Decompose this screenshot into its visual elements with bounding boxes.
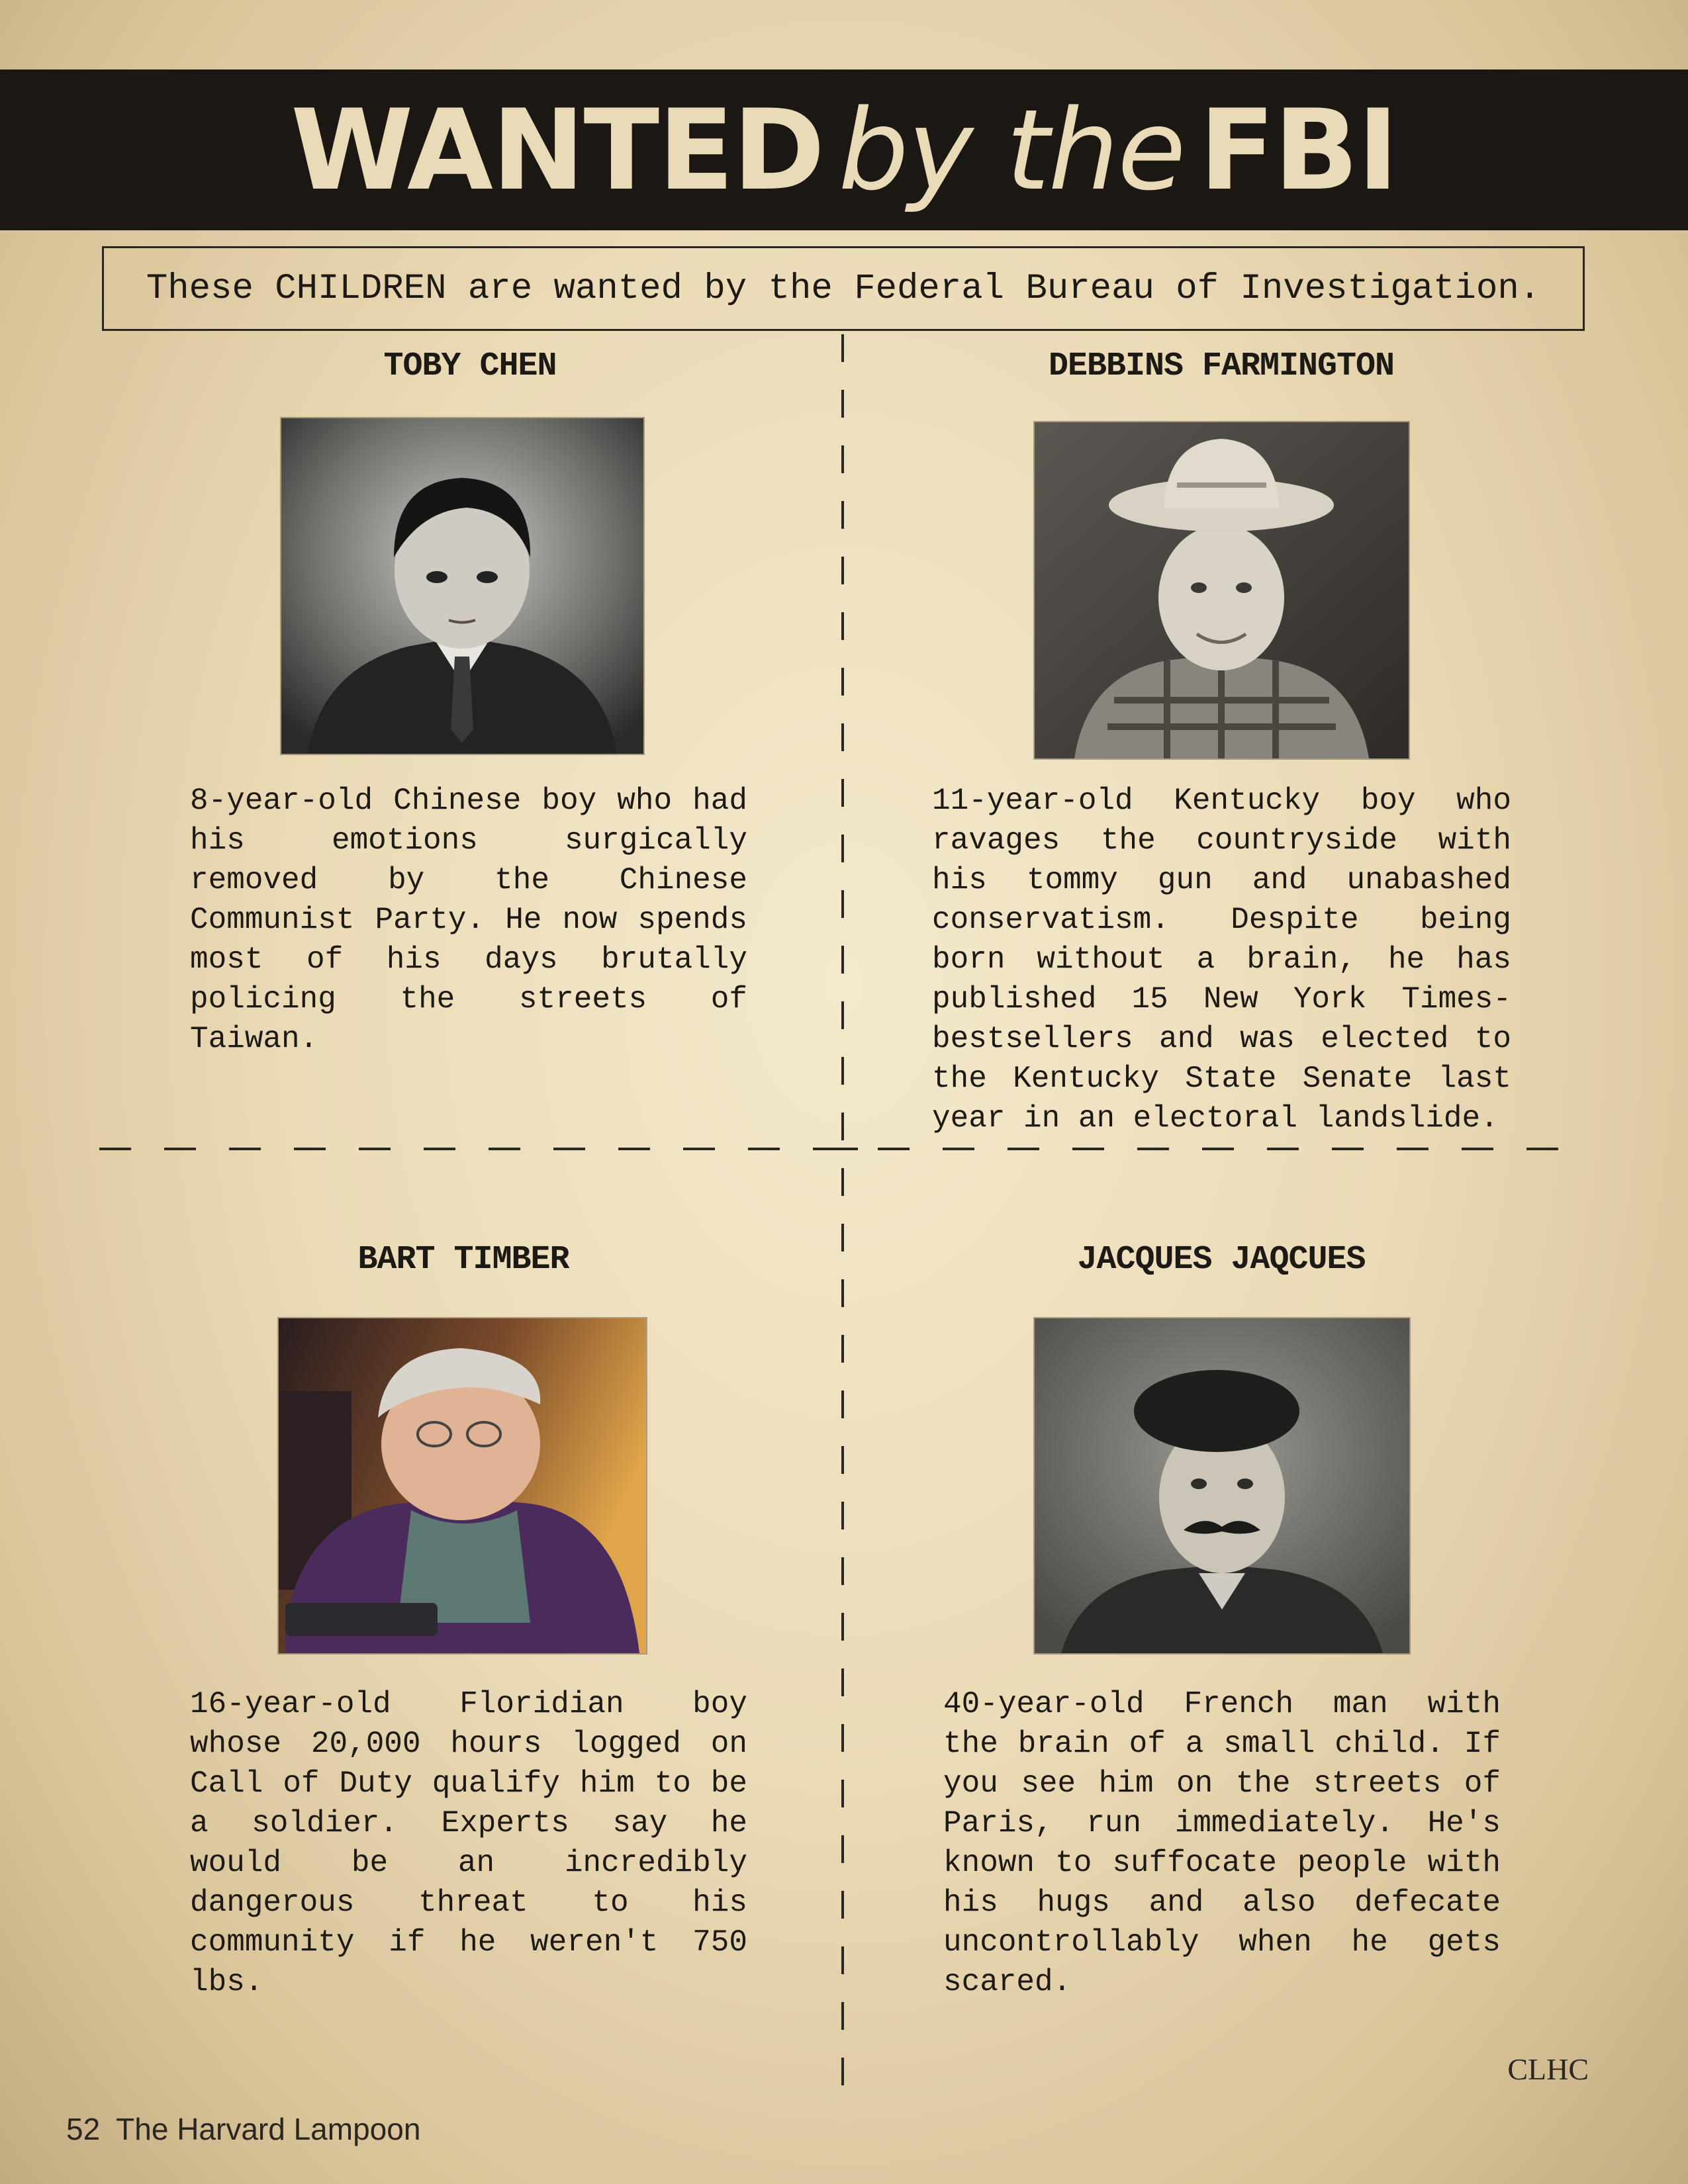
photo-jacques-jaqcues: [1035, 1318, 1409, 1653]
title-wanted: WANTED: [291, 85, 824, 215]
subtitle-box: [102, 246, 1585, 331]
suspect-description-bart-timber: 16-year-old Floridian boy whose 20,000 hours logged on Call of Duty qualify him to be a soldier. Experts say he would be an incredibly dangerous threat to his community if he weren't 750 lbs.: [190, 1687, 747, 1999]
artist-credit: CLHC: [1507, 2052, 1589, 2086]
title-by-the: by the: [838, 85, 1185, 215]
title-fbi: FBI: [1199, 85, 1397, 215]
suspect-description-toby-chen: 8-year-old Chinese boy who had his emotions surgically removed by the Chinese Communist Party. He now spends most of his days brutally policing the streets of Taiwan.: [190, 784, 747, 1056]
vertical-divider: [841, 334, 844, 2088]
suspect-description-jacques-jaqcues: 40-year-old French man with the brain of a small child. If you see him on the streets of Paris, run immediately. He's known to suffocate people with his hugs and also defecate uncontrollably when he gets scared.: [943, 1687, 1501, 1999]
subtitle: These CHILDREN are wanted by the Federal Bureau of Investigation.: [146, 268, 1541, 309]
photo-bart-timber: [279, 1318, 646, 1653]
divider-cross: [827, 1148, 858, 1150]
page-folio: [66, 2111, 420, 2147]
page-number: 52: [66, 2112, 101, 2146]
photo-toby-chen: [281, 418, 643, 754]
photo-debbins-farmington: [1035, 422, 1409, 758]
header-banner: [0, 69, 1688, 230]
page-title: [291, 85, 1397, 215]
suspect-name-bart-timber: BART TIMBER: [357, 1241, 569, 1279]
suspect-name-jacques-jaqcues: JACQUES JAQCUES: [1077, 1241, 1366, 1279]
suspect-description-debbins-farmington: 11-year-old Kentucky boy who ravages the countryside with his tommy gun and unabashed conservatism. Despite being born without a brain, he has published 15 New York Times-bestsellers and was elected to the Kentucky State Senate last year in an electoral landslide.: [932, 784, 1511, 1136]
publication-name: The Harvard Lampoon: [116, 2112, 421, 2146]
suspect-name-debbins-farmington: DEBBINS FARMINGTON: [1048, 347, 1395, 385]
suspect-name-toby-chen: TOBY CHEN: [383, 347, 557, 385]
